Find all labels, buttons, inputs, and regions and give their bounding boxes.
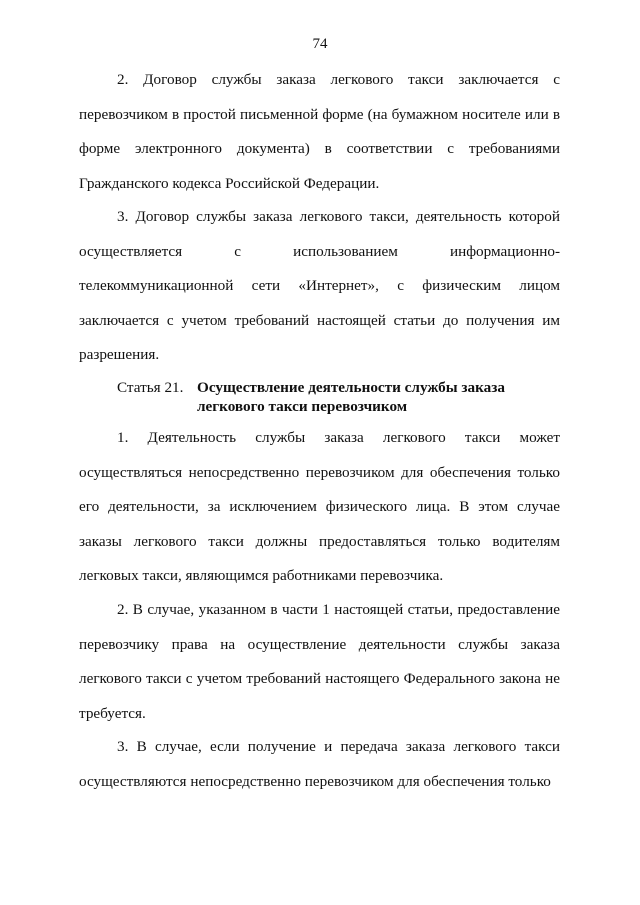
paragraph-carrier-activity: 1. Деятельность службы заказа легкового такси может осуществляться непосредственно перевозчиком для обеспечения только его деятельности, за исключением физического лица. В этом случае заказы легкового такси должны предоставляться только водителям легковых такси, являющимся работниками перевозчика. xyxy=(79,429,560,584)
article-number: Статья 21. xyxy=(117,379,184,396)
paragraph-contract-internet: 3. Договор службы заказа легкового такси, деятельность которой осуществляется с использованием информационно-телекоммуникационной сети «Интернет», с физическим лицом заключается с учетом требований настоящей статьи до получения им разрешения. xyxy=(79,208,560,363)
paragraph-right-not-required: 2. В случае, указанном в части 1 настоящей статьи, предоставление перевозчику права на осуществление деятельности службы заказа легкового такси с учетом требований настоящего Федерального закона не требуется. xyxy=(79,601,560,722)
article-heading xyxy=(117,378,567,416)
article-title: Осуществление деятельности службы заказа легкового такси перевозчиком xyxy=(197,379,505,415)
paragraph-order-transfer: 3. В случае, если получение и передача заказа легкового такси осуществляются непосредственно перевозчиком для обеспечения только xyxy=(79,738,560,790)
paragraph-contract-form: 2. Договор службы заказа легкового такси заключается с перевозчиком в простой письменной форме (на бумажном носителе или в форме электронного документа) в соответствии с требованиями Гражданского кодекса Российской Федерации. xyxy=(79,71,560,192)
page-number: 74 xyxy=(312,36,328,52)
